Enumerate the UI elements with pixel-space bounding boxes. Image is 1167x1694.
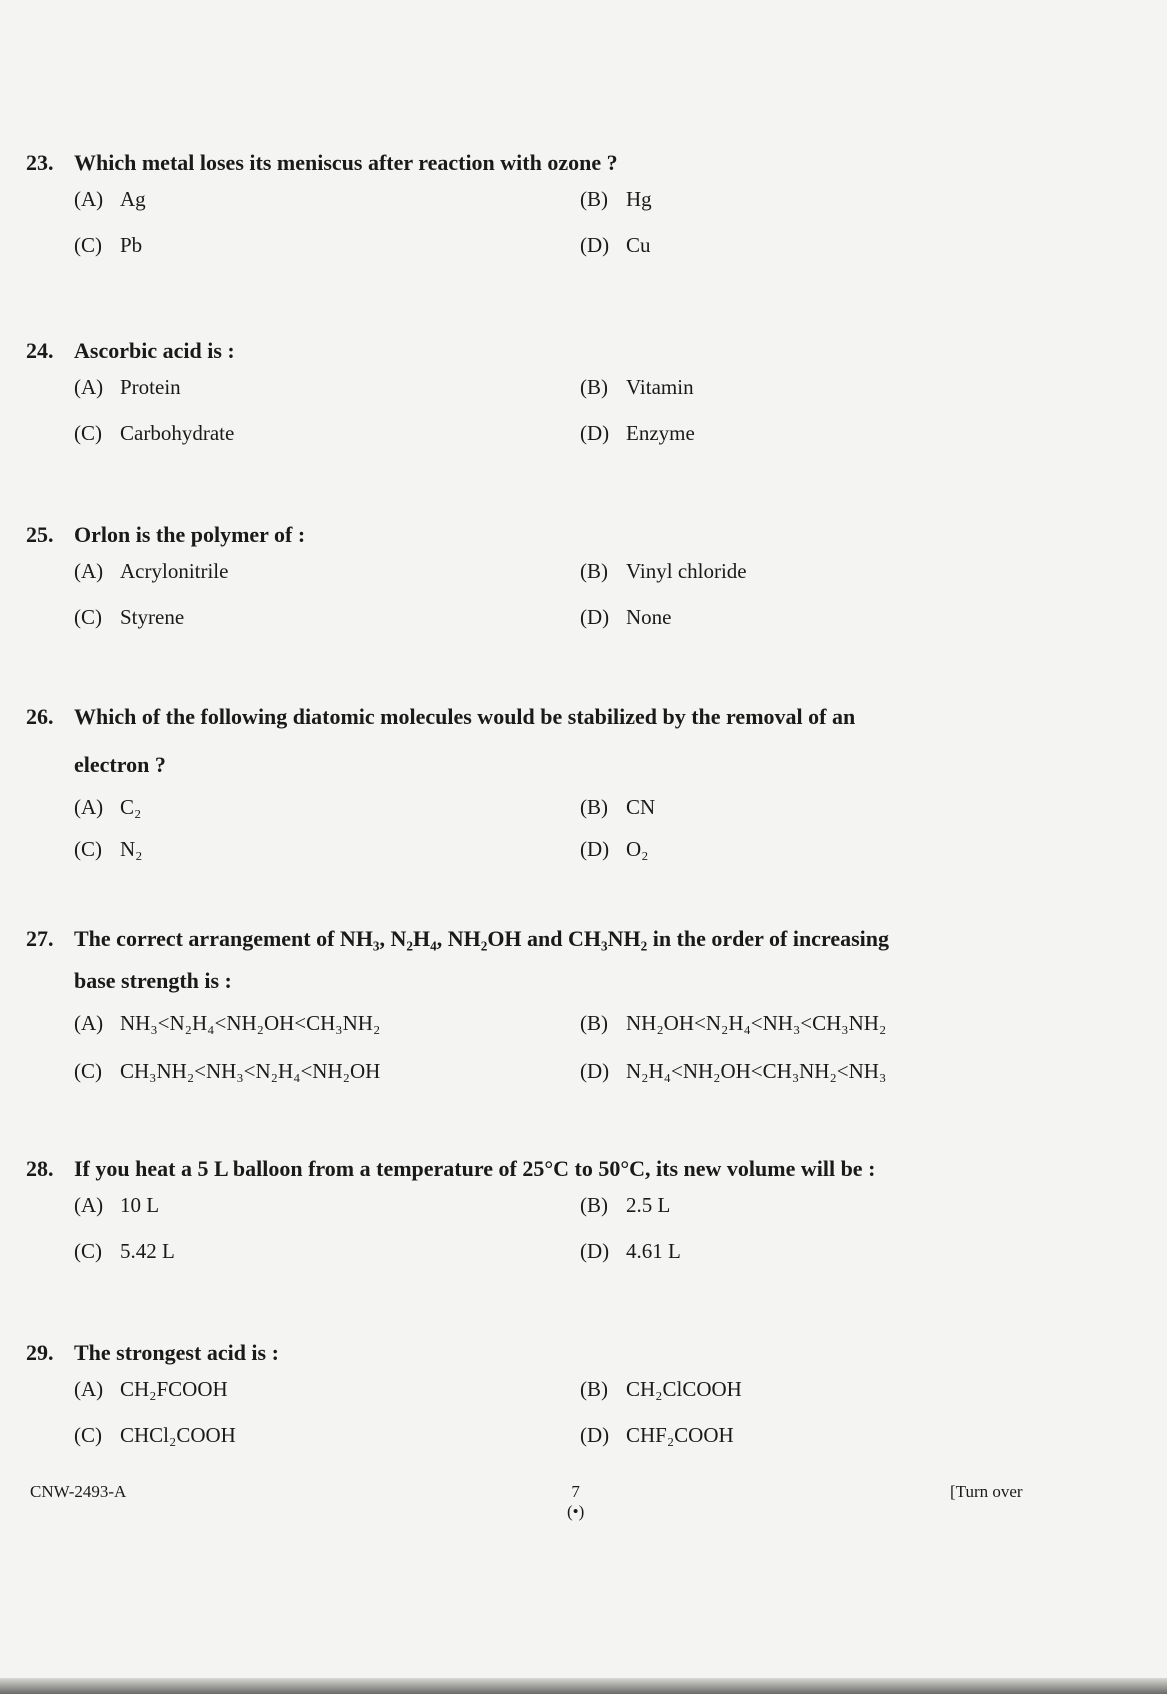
question-number: 24. [26,338,54,363]
option-text: 10 L [120,1193,160,1217]
options [26,184,1136,280]
option-label: (A) [74,187,104,211]
page-number [567,1482,584,1522]
option-text: CHCl₂COOH [120,1423,236,1447]
option-b [580,1374,742,1404]
options [26,1374,1136,1470]
option-c [74,1236,175,1266]
paper-code: CNW-2493-A [30,1482,127,1501]
option-label: (C) [74,233,102,257]
option-label: (B) [580,1377,608,1401]
option-text: 2.5 L [626,1193,671,1217]
option-text: NH₂OH<N₂H₄<NH₃<CH₃NH₂ [626,1011,887,1035]
option-text: Acrylonitrile [120,559,229,583]
option-label: (A) [74,559,104,583]
option-a [74,556,228,586]
question-29 [26,1338,1136,1470]
option-a [74,372,181,402]
option-label: (C) [74,837,102,861]
option-text: NH₃<N₂H₄<NH₂OH<CH₃NH₂ [120,1011,381,1035]
options [26,792,1136,888]
option-text: N₂ [120,837,143,861]
option-label: (D) [580,837,610,861]
option-label: (D) [580,233,610,257]
option-a [74,1008,380,1038]
question-25 [26,520,1136,652]
option-label: (B) [580,375,608,399]
option-text: CH₃NH₂<NH₃<N₂H₄<NH₂OH [120,1059,381,1083]
option-text: Protein [120,375,181,399]
option-a [74,184,146,214]
option-b [580,792,655,822]
question-24 [26,336,1136,468]
option-label: (D) [580,1239,610,1263]
option-d [580,834,649,864]
option-a [74,1374,228,1404]
question-27 [26,924,1136,1104]
option-text: N₂H₄<NH₂OH<CH₃NH₂<NH₃ [626,1059,887,1083]
option-text: CH₂FCOOH [120,1377,228,1401]
question-number: 26. [26,704,54,729]
option-label: (D) [580,1059,610,1083]
question-text-continued: base strength is : [74,968,232,993]
option-label: (A) [74,1011,104,1035]
option-label: (C) [74,605,102,629]
option-text: Carbohydrate [120,421,235,445]
turn-over-note: [Turn over [950,1482,1023,1501]
option-text: Enzyme [626,421,695,445]
option-label: (C) [74,1059,102,1083]
option-text: Vitamin [626,375,694,399]
options [26,556,1136,652]
option-d [580,602,672,632]
option-label: (C) [74,1239,102,1263]
question-text: If you heat a 5 L balloon from a temperature of 25°C to 50°C, its new volume will be : [74,1156,876,1181]
option-text: Vinyl chloride [626,559,747,583]
option-d [580,1056,886,1086]
option-text: CH₂ClCOOH [626,1377,742,1401]
option-text: None [626,605,672,629]
question-text-continued: electron ? [74,752,166,777]
option-b [580,556,747,586]
option-b [580,184,652,214]
option-c [74,1420,236,1450]
question-23 [26,148,1136,280]
option-c [74,602,184,632]
option-b [580,1190,670,1220]
question-text: Which of the following diatomic molecules would be stabilized by the removal of an [74,704,856,729]
option-label: (A) [74,1377,104,1401]
option-text: Styrene [120,605,185,629]
option-label: (B) [580,187,608,211]
option-label: (D) [580,1423,610,1447]
scan-edge [0,1678,1167,1694]
question-number: 27. [26,926,54,951]
question-text: Which metal loses its meniscus after reaction with ozone ? [74,150,618,175]
option-d [580,418,695,448]
option-d [580,230,651,260]
question-26 [26,702,1136,888]
question-28 [26,1154,1136,1286]
option-text: O₂ [626,837,649,861]
option-label: (A) [74,795,104,819]
option-label: (A) [74,375,104,399]
option-label: (B) [580,1011,608,1035]
option-text: CN [626,795,656,819]
question-number: 28. [26,1156,54,1181]
option-c [74,1056,380,1086]
options [26,1190,1136,1286]
option-label: (D) [580,605,610,629]
option-text: CHF₂COOH [626,1423,734,1447]
option-c [74,834,143,864]
option-text: 4.61 L [626,1239,681,1263]
option-label: (C) [74,1423,102,1447]
option-text: 5.42 L [120,1239,175,1263]
option-text: Cu [626,233,651,257]
option-label: (D) [580,421,610,445]
page-number-value: 7 [571,1482,580,1501]
question-text: Orlon is the polymer of : [74,522,306,547]
option-text: Pb [120,233,143,257]
option-d [580,1236,681,1266]
option-label: (A) [74,1193,104,1217]
option-text: Hg [626,187,652,211]
option-label: (B) [580,1193,608,1217]
question-number: 29. [26,1340,54,1365]
option-label: (C) [74,421,102,445]
question-text: Ascorbic acid is : [74,338,235,363]
page-mark: (•) [567,1502,585,1521]
option-text: C₂ [120,795,142,819]
option-b [580,372,694,402]
options [26,1008,1136,1104]
option-a [74,792,141,822]
question-number: 23. [26,150,54,175]
option-a [74,1190,159,1220]
option-c [74,418,234,448]
option-b [580,1008,886,1038]
option-c [74,230,142,260]
option-label: (B) [580,559,608,583]
option-text: Ag [120,187,146,211]
options [26,372,1136,468]
option-label: (B) [580,795,608,819]
option-d [580,1420,734,1450]
question-number: 25. [26,522,54,547]
question-text: The correct arrangement of NH₃, N₂H₄, NH₂OH and CH₃NH₂ in the order of increasing [74,926,889,951]
question-text: The strongest acid is : [74,1340,279,1365]
